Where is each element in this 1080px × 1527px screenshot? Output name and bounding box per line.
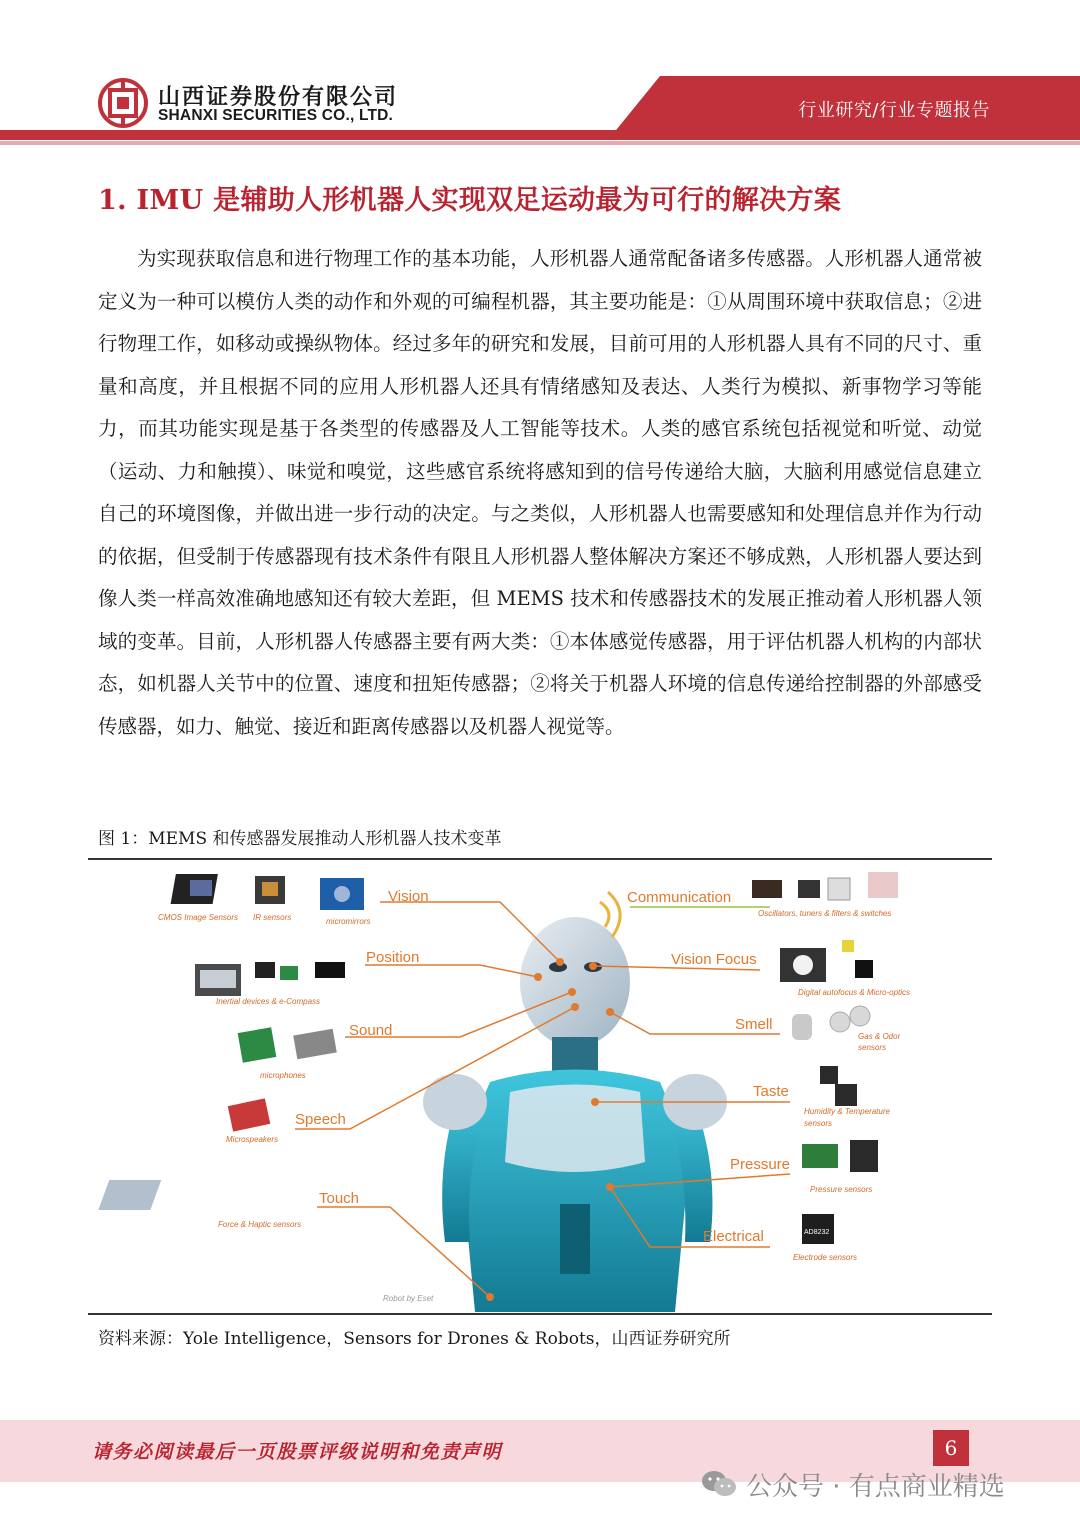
small-electrode: Electrode sensors bbox=[793, 1253, 858, 1262]
small-microphones: microphones bbox=[260, 1071, 306, 1080]
label-pressure: Pressure bbox=[730, 1156, 791, 1173]
figure-source: 资料来源：Yole Intelligence，Sensors for Drones & Robots，山西证券研究所 bbox=[98, 1329, 731, 1349]
company-logo-icon bbox=[98, 78, 148, 128]
label-touch: Touch bbox=[319, 1190, 360, 1207]
label-vision: Vision bbox=[388, 888, 429, 905]
robot-credit: Robot by Eset bbox=[383, 1294, 434, 1303]
label-communication: Communication bbox=[627, 889, 732, 906]
small-humidity-1: Humidity & Temperature bbox=[804, 1107, 890, 1116]
figure-caption: 图 1：MEMS 和传感器发展推动人形机器人技术变革 bbox=[98, 829, 502, 849]
left-sensor-chips bbox=[98, 874, 364, 1210]
page-header bbox=[0, 0, 1080, 150]
watermark-text: 公众号 · 有点商业精选 bbox=[746, 1471, 1005, 1502]
report-type: 行业研究/行业专题报告 bbox=[798, 100, 990, 121]
small-gas-1: Gas & Odor bbox=[858, 1032, 901, 1041]
robot-illustration bbox=[423, 917, 727, 1312]
body-paragraph: 为实现获取信息和进行物理工作的基本功能，人形机器人通常配备诸多传感器。人形机器人通常被定义为一种可以模仿人类的动作和外观的可编程机器，其主要功能是：①从周围环境中获取信息；②进行物理工作，如移动或操纵物体。经过多年的研究和发展，目前可用的人形机器人具有不同的尺寸、重量和高度，并且根据不同的应用人形机器人还具有情绪感知及表达、人类行为模拟、新事物学习等能力，而其功能实现是基于各类型的传感器及人工智能等技术。人类的感官系统包括视觉和听觉、动觉（运动、力和触摸）、味觉和嗅觉，这些感官系统将感知到的信号传递给大脑，大脑利用感觉信息建立自己的环境图像，并做出进一步行动的决定。与之类似，人形机器人也需要感知和处理信息并作为行动的依据，但受制于传感器现有技术条件有限且人形机器人整体解决方案还不够成熟，人形机器人要达到像人类一样高效准确地感知还有较大差距，但 MEMS 技术和传感器技术的发展正推动着人形机器人领域的变革。目前，人形机器人传感器主要有两大类：①本体感觉传感器，用于评估机器人机构的内部状态，如机器人关节中的位置、速度和扭矩传感器；②将关于机器人环境的信息传递给控制器的外部感受传感器，如力、触觉、接近和距离传感器以及机器人视觉等。 bbox=[98, 247, 982, 738]
small-inertial: Inertial devices & e-Compass bbox=[216, 997, 321, 1006]
small-gas-2: sensors bbox=[858, 1043, 887, 1052]
footer-disclaimer: 请务必阅读最后一页股票评级说明和免责声明 bbox=[92, 1441, 503, 1463]
small-oscillators: Oscillators, tuners & filters & switches bbox=[758, 909, 892, 918]
page-number: 6 bbox=[933, 1430, 969, 1466]
section-title: 1. IMU 是辅助人形机器人实现双足运动最为可行的解决方案 bbox=[98, 185, 842, 216]
chip-text: AD8232 bbox=[804, 1229, 830, 1236]
wechat-icon bbox=[700, 1469, 738, 1499]
small-cmos: CMOS Image Sensors bbox=[158, 913, 239, 922]
small-pressure: Pressure sensors bbox=[810, 1185, 873, 1194]
label-speech: Speech bbox=[295, 1111, 346, 1128]
label-taste: Taste bbox=[753, 1083, 789, 1100]
small-autofocus: Digital autofocus & Micro-optics bbox=[798, 988, 911, 997]
label-sound: Sound bbox=[349, 1022, 393, 1039]
watermark bbox=[700, 1466, 1060, 1502]
figure-robot-sensors bbox=[90, 862, 990, 1312]
company-name-cn: 山西证券股份有限公司 bbox=[158, 85, 399, 110]
label-electrical: Electrical bbox=[703, 1228, 764, 1245]
small-humidity-2: sensors bbox=[804, 1119, 833, 1128]
figure-illustration bbox=[90, 862, 990, 1312]
figure-rule-top bbox=[88, 858, 992, 860]
header-band bbox=[0, 0, 1080, 150]
label-vision-focus: Vision Focus bbox=[671, 951, 757, 968]
company-name-en: SHANXI SECURITIES CO., LTD. bbox=[158, 107, 394, 124]
small-micromirrors: micromirrors bbox=[326, 917, 371, 926]
label-position: Position bbox=[366, 949, 420, 966]
small-ir: IR sensors bbox=[253, 913, 292, 922]
small-force: Force & Haptic sensors bbox=[218, 1220, 302, 1229]
label-smell: Smell bbox=[735, 1016, 773, 1033]
small-microspeakers: Microspeakers bbox=[226, 1135, 279, 1144]
figure-rule-bottom bbox=[88, 1313, 992, 1315]
